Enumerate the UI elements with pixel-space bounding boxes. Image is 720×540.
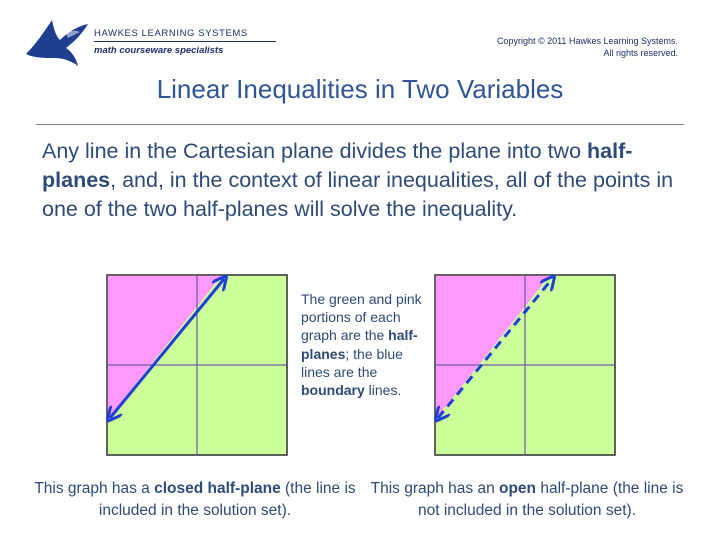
title-divider [36, 124, 684, 125]
graph-explanation-note [301, 290, 426, 399]
note-text-part: lines. [364, 382, 402, 399]
copyright-notice [497, 35, 678, 59]
brand-tagline: math courseware specialists [94, 45, 224, 56]
slide-body-text [42, 137, 682, 224]
caption-emphasis: closed half-plane [154, 480, 281, 497]
body-text-part: , and, in the context of linear inequalities, all of the points in one of the two half-planes will solve the inequality. [42, 168, 674, 221]
slide-title: Linear Inequalities in Two Variables [156, 74, 564, 104]
closed-graph-caption [30, 478, 360, 521]
note-text-emphasis: boundary [301, 382, 365, 399]
body-text-part: Any line in the Cartesian plane divides the plane into two [42, 139, 588, 163]
caption-text-part: half-plane (the line is not included in the solution set). [418, 480, 684, 519]
caption-text-part: This graph has an [370, 480, 499, 497]
note-text-part: The green and pink portions of each graph are the [301, 291, 422, 344]
note-text-emphasis: half-planes [301, 327, 418, 362]
open-graph-caption [362, 478, 692, 521]
open-half-plane-graph [434, 274, 626, 456]
caption-text-part: (the line is included in the solution set). [98, 480, 356, 519]
brand-divider [94, 41, 276, 42]
caption-text-part: This graph has a [34, 480, 155, 497]
rights-line: All rights reserved. [603, 48, 678, 58]
closed-half-plane-graph [106, 274, 298, 456]
note-text-part: ; the blue lines are the [301, 345, 403, 380]
eagle-logo-icon [22, 14, 90, 70]
copyright-line: Copyright © 2011 Hawkes Learning Systems. [496, 36, 678, 46]
body-text-emphasis: half-planes [42, 139, 633, 192]
brand-name: HAWKES LEARNING SYSTEMS [94, 28, 248, 39]
caption-emphasis: open [499, 480, 537, 497]
